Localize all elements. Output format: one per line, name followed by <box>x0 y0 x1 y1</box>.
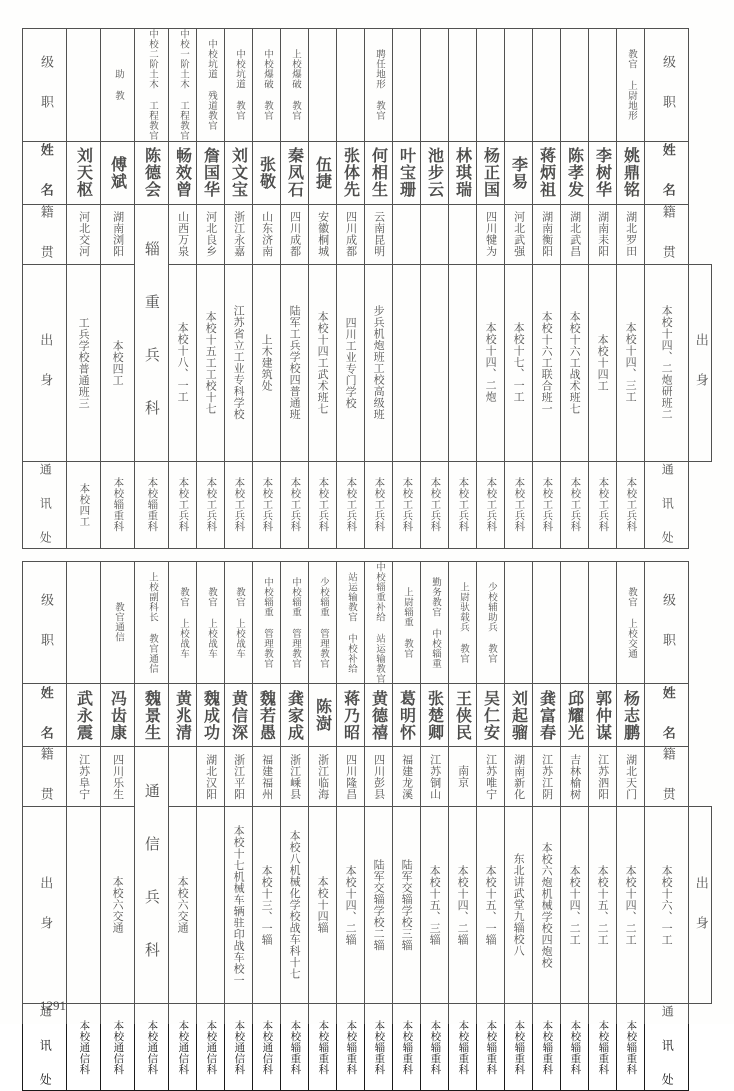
cell-origin: 江苏省立工业专科学校 <box>225 264 253 461</box>
cell-contact: 本校通信科 <box>225 1004 253 1091</box>
cell-origin: 东北讲武堂九辎校八 <box>505 807 533 1004</box>
cell-name: 秦凤石 <box>281 141 309 204</box>
cell-native: 浙江平阳 <box>225 747 253 807</box>
cell-name: 葛明怀 <box>393 684 421 747</box>
cell-name: 吴仁安 <box>477 684 505 747</box>
cell-native: 四川成都 <box>337 204 365 264</box>
cell-contact: 本校辎重科 <box>337 1004 365 1091</box>
cell-origin: 本校十八、一工 <box>169 264 197 461</box>
cell-contact: 本校工兵科 <box>505 461 533 548</box>
row-label-origin: 出 身 <box>23 807 67 1004</box>
cell-origin: 本校十五、二工 <box>589 807 617 1004</box>
cell-origin: 步兵机炮班工校高级班 <box>365 264 393 461</box>
cell-origin: 本校六交通 <box>101 807 135 1004</box>
cell-origin: 本校十四、二辎 <box>449 807 477 1004</box>
cell-contact: 本校辎重科 <box>561 1004 589 1091</box>
row-label-rank-right: 级 职 <box>645 29 689 142</box>
cell-name: 黄德禧 <box>365 684 393 747</box>
cell-rank <box>67 561 101 684</box>
table-row-contact-lower <box>23 1004 712 1091</box>
cell-native: 河北交河 <box>67 204 101 264</box>
cell-contact: 本校辎重科 <box>477 1004 505 1091</box>
cell-native: 四川乐生 <box>101 747 135 807</box>
cell-contact: 本校工兵科 <box>253 461 281 548</box>
cell-name: 蒋乃昭 <box>337 684 365 747</box>
cell-rank: 少校辅助兵 教官 <box>477 561 505 684</box>
cell-native: 河北武强 <box>505 204 533 264</box>
page-number: 1291 <box>40 998 66 1014</box>
cell-contact: 本校工兵科 <box>449 461 477 548</box>
cell-origin: 四川工业专门学校 <box>337 264 365 461</box>
cell-contact: 本校工兵科 <box>337 461 365 548</box>
cell-name: 伍捷 <box>309 141 337 204</box>
cell-origin <box>421 264 449 461</box>
cell-name: 蒋炳祖 <box>533 141 561 204</box>
cell-contact: 本校通信科 <box>253 1004 281 1091</box>
cell-contact: 本校辎重科 <box>505 1004 533 1091</box>
cell-name: 张体先 <box>337 141 365 204</box>
cell-native <box>393 204 421 264</box>
cell-name: 杨正国 <box>477 141 505 204</box>
row-label-native-right: 籍 贯 <box>645 747 689 807</box>
cell-contact: 本校通信科 <box>197 1004 225 1091</box>
cell-name: 刘天枢 <box>67 141 101 204</box>
cell-name: 陈孝发 <box>561 141 589 204</box>
cell-rank <box>449 29 477 142</box>
cell-rank <box>309 29 337 142</box>
cell-rank: 教官 上校战车 <box>169 561 197 684</box>
cell-origin: 工兵学校普通班三 <box>67 264 101 461</box>
cell-native: 四川犍为 <box>477 204 505 264</box>
cell-origin: 本校十六、一工 <box>645 807 689 1004</box>
row-label-name: 姓 名 <box>23 684 67 747</box>
table-row-origin-lower <box>23 807 712 1004</box>
cell-native: 湖南新化 <box>505 747 533 807</box>
cell-origin: 本校十四、二炮研班二 <box>645 264 689 461</box>
cell-rank <box>393 29 421 142</box>
cell-contact: 本校工兵科 <box>197 461 225 548</box>
branch-label-cell-upper: 辎 重 兵 科 <box>135 204 169 461</box>
cell-origin: 本校十五工工校十七 <box>197 264 225 461</box>
cell-origin: 本校十六工战术班七 <box>561 264 589 461</box>
cell-rank: 助 教 <box>101 29 135 142</box>
cell-native: 南京 <box>449 747 477 807</box>
cell-origin <box>449 264 477 461</box>
cell-rank <box>533 561 561 684</box>
cell-origin: 上木建筑处 <box>253 264 281 461</box>
cell-rank: 中校辎重补给 站运输教官 <box>365 561 393 684</box>
cell-name: 冯齿康 <box>101 684 135 747</box>
row-label-rank-right: 级 职 <box>645 561 689 684</box>
row-label-native-right: 籍 贯 <box>645 204 689 264</box>
cell-native: 山西万泉 <box>169 204 197 264</box>
cell-native: 江苏阜宁 <box>67 747 101 807</box>
cell-origin: 本校十五、三辎 <box>421 807 449 1004</box>
cell-contact: 本校辎重科 <box>135 461 169 548</box>
cell-contact: 本校辎重科 <box>421 1004 449 1091</box>
cell-native: 福建福州 <box>253 747 281 807</box>
row-label-rank <box>23 29 67 142</box>
table-row-origin-upper <box>23 264 712 461</box>
cell-rank <box>589 29 617 142</box>
table-row-rank-lower <box>23 561 712 684</box>
cell-rank: 少校辎重 管理教官 <box>309 561 337 684</box>
cell-contact: 本校通信科 <box>169 1004 197 1091</box>
cell-native: 吉林榆树 <box>561 747 589 807</box>
cell-native: 福建龙溪 <box>393 747 421 807</box>
cell-rank: 中校爆破 教官 <box>253 29 281 142</box>
cell-rank: 教官通信 <box>101 561 135 684</box>
table-row-name-upper <box>23 141 712 204</box>
cell-contact: 本校通信科 <box>135 1004 169 1091</box>
cell-origin: 本校十四、二辎 <box>337 807 365 1004</box>
row-label-name: 姓 名 <box>23 141 67 204</box>
cell-name: 刘文宝 <box>225 141 253 204</box>
cell-rank <box>505 561 533 684</box>
cell-contact: 本校辎重科 <box>365 1004 393 1091</box>
cell-native: 浙江临海 <box>309 747 337 807</box>
cell-contact: 本校工兵科 <box>309 461 337 548</box>
cell-native: 四川成都 <box>281 204 309 264</box>
cell-native: 江苏江阴 <box>533 747 561 807</box>
cell-contact: 本校工兵科 <box>365 461 393 548</box>
cell-name: 黄兆清 <box>169 684 197 747</box>
cell-origin: 本校十四、三工 <box>617 264 645 461</box>
row-label-native: 籍 贯 <box>23 747 67 807</box>
cell-contact: 本校辎重科 <box>617 1004 645 1091</box>
cell-origin: 本校十四工 <box>589 264 617 461</box>
cell-name: 张楚卿 <box>421 684 449 747</box>
cell-origin: 本校十四辎 <box>309 807 337 1004</box>
cell-contact: 本校工兵科 <box>561 461 589 548</box>
cell-rank: 中校坑道 残道教官 <box>197 29 225 142</box>
cell-native: 湖南衡阳 <box>533 204 561 264</box>
cell-native: 浙江嵊县 <box>281 747 309 807</box>
cell-native <box>421 204 449 264</box>
cell-name: 黄信深 <box>225 684 253 747</box>
cell-native: 四川彭县 <box>365 747 393 807</box>
cell-rank: 教官 上校战车 <box>197 561 225 684</box>
cell-origin: 本校六炮机械学校四炮校 <box>533 807 561 1004</box>
cell-name: 池步云 <box>421 141 449 204</box>
cell-native <box>449 204 477 264</box>
cell-origin: 本校八机械化学校战车科十七 <box>281 807 309 1004</box>
cell-origin: 本校十四、二工 <box>617 807 645 1004</box>
cell-name: 陈澍 <box>309 684 337 747</box>
cell-rank <box>589 561 617 684</box>
cell-rank <box>421 29 449 142</box>
table-row-contact-upper <box>23 461 712 548</box>
cell-rank <box>337 29 365 142</box>
cell-contact: 本校辎重科 <box>393 1004 421 1091</box>
cell-origin: 本校四工 <box>101 264 135 461</box>
cell-rank <box>477 29 505 142</box>
row-label-contact-right: 通 讯 处 <box>645 1004 689 1091</box>
row-label-name-right: 姓 名 <box>645 684 689 747</box>
cell-native: 浙江永嘉 <box>225 204 253 264</box>
cell-contact: 本校通信科 <box>67 1004 101 1091</box>
row-label-rank: 级 职 <box>23 561 67 684</box>
cell-rank: 中校坑道 教官 <box>225 29 253 142</box>
cell-origin: 本校十四、二工 <box>561 807 589 1004</box>
cell-name: 叶宝珊 <box>393 141 421 204</box>
branch-label-cell-lower: 通 信 兵 科 <box>135 747 169 1004</box>
cell-native: 江苏泗阳 <box>589 747 617 807</box>
cell-name: 傅斌 <box>101 141 135 204</box>
cell-native: 湖南耒阳 <box>589 204 617 264</box>
table-row-name-lower <box>23 684 712 747</box>
cell-rank: 教官 上校交通 <box>617 561 645 684</box>
cell-rank: 上校爆破 教官 <box>281 29 309 142</box>
cell-origin <box>197 807 225 1004</box>
cell-name: 杨志鹏 <box>617 684 645 747</box>
cell-rank: 中校辎重 管理教官 <box>253 561 281 684</box>
table-row-native-lower <box>23 747 712 807</box>
cell-contact: 本校工兵科 <box>589 461 617 548</box>
cell-name: 魏景生 <box>135 684 169 747</box>
cell-native: 湖北汉阳 <box>197 747 225 807</box>
row-label-text: 级 职 <box>37 55 52 114</box>
cell-native: 江苏唯宁 <box>477 747 505 807</box>
row-label-contact: 通 讯 处 <box>23 1004 67 1091</box>
cell-rank: 站运输教官 中校补给 <box>337 561 365 684</box>
cell-contact: 本校工兵科 <box>225 461 253 548</box>
cell-contact: 本校工兵科 <box>169 461 197 548</box>
cell-rank <box>561 561 589 684</box>
cell-rank <box>561 29 589 142</box>
row-label-native: 籍 贯 <box>23 204 67 264</box>
cell-contact: 本校辎重科 <box>533 1004 561 1091</box>
cell-rank: 上校副科长 教官通信 <box>135 561 169 684</box>
cell-name: 武永震 <box>67 684 101 747</box>
cell-contact: 本校辎重科 <box>309 1004 337 1091</box>
cell-origin: 本校十七、一工 <box>505 264 533 461</box>
cell-native: 四川隆昌 <box>337 747 365 807</box>
table-row-rank-upper <box>23 29 712 142</box>
cell-name: 詹国华 <box>197 141 225 204</box>
roster-table-upper <box>22 28 712 549</box>
cell-name: 郭仲谋 <box>589 684 617 747</box>
cell-name: 何相生 <box>365 141 393 204</box>
cell-name: 陈德会 <box>135 141 169 204</box>
cell-name: 刘起骝 <box>505 684 533 747</box>
row-label-contact: 通 讯 处 <box>23 461 67 548</box>
cell-rank: 中校一阶土木 工程教官 <box>169 29 197 142</box>
cell-origin <box>393 264 421 461</box>
cell-native: 湖南浏阳 <box>101 204 135 264</box>
cell-contact: 本校工兵科 <box>617 461 645 548</box>
cell-rank: 勤务教官 中校辎重 <box>421 561 449 684</box>
row-label-name-right: 姓 名 <box>645 141 689 204</box>
row-label-origin: 出 身 <box>23 264 67 461</box>
cell-rank <box>67 29 101 142</box>
cell-origin: 本校六交通 <box>169 807 197 1004</box>
cell-contact: 本校辎重科 <box>449 1004 477 1091</box>
cell-name: 魏若愚 <box>253 684 281 747</box>
cell-contact: 本校四工 <box>67 461 101 548</box>
cell-origin: 陆军交辎学校三辎 <box>393 807 421 1004</box>
cell-contact: 本校辎重科 <box>589 1004 617 1091</box>
cell-native: 湖北武昌 <box>561 204 589 264</box>
cell-native <box>169 747 197 807</box>
cell-name: 李易 <box>505 141 533 204</box>
cell-rank: 中校二阶土木 工程教官 <box>135 29 169 142</box>
row-label-contact-right: 通 讯 处 <box>645 461 689 548</box>
cell-name: 龚富春 <box>533 684 561 747</box>
cell-name: 王侠民 <box>449 684 477 747</box>
cell-rank <box>533 29 561 142</box>
cell-rank <box>505 29 533 142</box>
cell-origin: 本校十四工武术班七 <box>309 264 337 461</box>
cell-rank: 上尉驮载兵 教官 <box>449 561 477 684</box>
cell-contact: 本校工兵科 <box>421 461 449 548</box>
cell-native: 山东济南 <box>253 204 281 264</box>
cell-contact: 本校通信科 <box>101 1004 135 1091</box>
cell-rank: 聘任地形 教官 <box>365 29 393 142</box>
cell-native: 云南昆明 <box>365 204 393 264</box>
cell-native: 江苏铜山 <box>421 747 449 807</box>
cell-name: 李树华 <box>589 141 617 204</box>
table-row-native-upper <box>23 204 712 264</box>
cell-native: 安徽桐城 <box>309 204 337 264</box>
cell-contact: 本校工兵科 <box>281 461 309 548</box>
cell-contact: 本校辎重科 <box>281 1004 309 1091</box>
cell-native: 湖北罗田 <box>617 204 645 264</box>
cell-rank: 上尉辎重 教官 <box>393 561 421 684</box>
cell-name: 邱耀光 <box>561 684 589 747</box>
cell-native: 湖北天门 <box>617 747 645 807</box>
cell-origin <box>67 807 101 1004</box>
row-label-origin-right: 出 身 <box>689 807 712 1004</box>
cell-origin: 本校十五、一辎 <box>477 807 505 1004</box>
cell-origin: 本校十四、二炮 <box>477 264 505 461</box>
cell-origin: 本校十六工联合班一 <box>533 264 561 461</box>
cell-origin: 本校十七机械车辆驻印战车校一 <box>225 807 253 1004</box>
cell-rank: 教官 上校战车 <box>225 561 253 684</box>
roster-table-lower <box>22 561 712 1091</box>
cell-origin: 陆军交辎学校二辎 <box>365 807 393 1004</box>
cell-name: 畅效曾 <box>169 141 197 204</box>
cell-contact: 本校工兵科 <box>477 461 505 548</box>
cell-name: 林琪瑞 <box>449 141 477 204</box>
cell-contact: 本校工兵科 <box>393 461 421 548</box>
cell-name: 姚鼎铭 <box>617 141 645 204</box>
cell-name: 张敬 <box>253 141 281 204</box>
cell-rank: 教官 上尉地形 <box>617 29 645 142</box>
cell-name: 魏成功 <box>197 684 225 747</box>
cell-origin: 陆军工兵学校四普通班 <box>281 264 309 461</box>
cell-origin: 本校十三、一辎 <box>253 807 281 1004</box>
cell-native: 河北良乡 <box>197 204 225 264</box>
cell-name: 龚家成 <box>281 684 309 747</box>
cell-contact: 本校辎重科 <box>101 461 135 548</box>
cell-contact: 本校工兵科 <box>533 461 561 548</box>
table-gap <box>22 549 712 561</box>
cell-rank: 中校辎重 管理教官 <box>281 561 309 684</box>
row-label-origin-right: 出 身 <box>689 264 712 461</box>
